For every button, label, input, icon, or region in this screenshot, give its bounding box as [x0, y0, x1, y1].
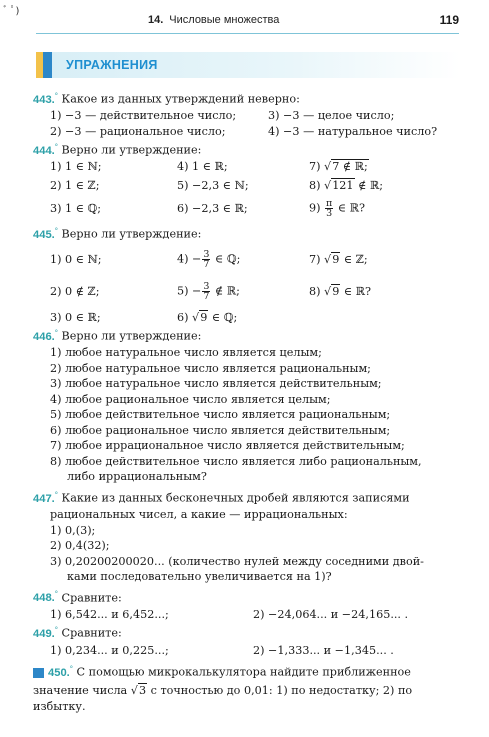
exercise-text-continuation: значение числа √3 с точностью до 0,01: 1) по недостатку; 2) по [33, 684, 413, 698]
option: 3) −3 — целое число; [268, 109, 395, 123]
list-item-continuation: ками последовательно увеличивается на 1)? [67, 570, 332, 584]
chapter-title: Числовые множества [169, 14, 280, 26]
option: 2) −1,333... и −1,345... . [253, 643, 394, 657]
fraction: $\frac{3}{7}$ [203, 249, 210, 271]
corner-mark: ﾞ ﾟ) [3, 6, 20, 17]
chapter-number: 14. [148, 14, 164, 26]
page-number: 119 [439, 13, 459, 27]
list-item: 4) любое рациональное число является целым; [50, 392, 331, 406]
option: 4) −3 — натуральное число? [268, 124, 438, 138]
exercise-448-row [33, 607, 463, 623]
list-item: 8) любое действительное число является либо рациональным, [50, 454, 422, 468]
exercise-444-row3 [33, 196, 463, 221]
exercise-443-row2 [33, 124, 463, 140]
exercise-text: Верно ли утверждение: [61, 329, 202, 343]
list-item: 5) любое действительное число является рациональным; [50, 408, 391, 422]
option: 5) − $\frac{3}{7}$ ∉ ℝ; [177, 281, 240, 303]
exercise-445 [33, 223, 463, 243]
exercise-444 [33, 139, 463, 159]
running-header [148, 14, 279, 26]
list-item-continuation: либо иррациональным? [67, 470, 207, 484]
option: 4) − $\frac{3}{7}$ ∈ ℚ; [177, 249, 241, 271]
option: 3) 1 ∈ ℚ; [50, 202, 102, 216]
option: 7) √7 ∉ ℝ; [309, 160, 368, 174]
banner-stripe-yellow [36, 52, 43, 78]
option: 1) −3 — действительное число; [50, 109, 237, 123]
exercise-444-row2 [33, 178, 463, 194]
option: 5) −2,3 ∈ ℕ; [177, 178, 249, 192]
list-item: 6) любое рациональное число является действительным; [50, 423, 391, 437]
exercise-448 [33, 587, 463, 607]
section-title: УПРАЖНЕНИЯ [66, 58, 158, 72]
exercise-449-row [33, 643, 463, 659]
exercise-text: Какое из данных утверждений неверно: [61, 92, 300, 106]
exercise-445-row2 [33, 276, 463, 308]
list-item: 3) 0,20200200020... (количество нулей между соседними двой- [50, 554, 424, 568]
option: 6) √9 ∈ ℚ; [177, 310, 238, 324]
list-item: 3) любое натуральное число является действительным; [50, 377, 382, 391]
exercise-number: 448.° [33, 589, 58, 605]
option: 1) 0 ∈ ℕ; [50, 252, 102, 266]
option: 6) −2,3 ∈ ℝ; [177, 202, 248, 216]
exercise-number: 443.° [33, 91, 58, 106]
exercise-text: Какие из данных бесконечных дробей являются записями [61, 491, 410, 505]
option: 8) √9 ∈ ℝ? [309, 284, 372, 298]
exercise-443-row1 [33, 108, 463, 124]
option: 1) 1 ∈ ℕ; [50, 160, 102, 174]
exercise-number: 449.° [33, 625, 58, 641]
exercise-text: Сравните: [61, 627, 122, 641]
exercise-number: 450.° [48, 664, 73, 679]
header-divider [36, 33, 459, 34]
option: 7) √9 ∈ ℤ; [309, 252, 368, 266]
exercise-text-continuation: избытку. [33, 699, 86, 713]
list-item: 1) 0,(3); [50, 523, 96, 537]
exercise-text: Сравните: [61, 591, 122, 605]
exercise-text: Верно ли утверждение: [61, 228, 202, 242]
exercise-number: 445.° [33, 226, 58, 242]
fraction: $\frac{\pi}{3}$ [326, 198, 333, 220]
list-item: 2) 0,4(32); [50, 539, 110, 553]
exercise-number: 447.° [33, 489, 58, 505]
option: 1) 0,234... и 0,225...; [50, 643, 169, 657]
exercise-number: 446.° [33, 328, 58, 343]
exercise-text: Верно ли утверждение: [61, 143, 202, 157]
option: 9) $\frac{\pi}{3}$ ∈ ℝ? [309, 198, 365, 220]
option: 2) −24,064... и −24,165... . [253, 607, 409, 621]
banner-stripe-blue [43, 52, 52, 78]
exercise-449 [33, 622, 463, 642]
list-item: 7) любое иррациональное число является действительным; [50, 439, 405, 453]
fraction: $\frac{3}{7}$ [203, 281, 210, 303]
exercise-447 [33, 487, 463, 507]
exercise-445-row1 [33, 244, 463, 276]
exercise-446 [33, 325, 463, 345]
exercise-445-row3 [33, 310, 463, 326]
list-item: 2) любое натуральное число является рациональным; [50, 361, 371, 375]
exercises [33, 88, 463, 714]
option: 2) 1 ∈ ℤ; [50, 178, 100, 192]
calculator-icon [33, 668, 44, 678]
option: 8) √121 ∉ ℝ; [309, 178, 384, 192]
list-item: 1) любое натуральное число является целым; [50, 346, 322, 360]
option: 4) 1 ∈ ℝ; [177, 160, 228, 174]
option: 2) −3 — рациональное число; [50, 124, 226, 138]
option: 1) 6,542... и 6,452...; [50, 607, 169, 621]
option: 2) 0 ∉ ℤ; [50, 284, 100, 298]
exercise-450 [33, 661, 463, 681]
option: 3) 0 ∈ ℝ; [50, 310, 101, 324]
exercise-text: С помощью микрокалькулятора найдите приближенное [76, 665, 411, 679]
exercise-number: 444.° [33, 142, 58, 157]
exercise-text-continuation: рациональных чисел, а какие — иррациональных: [50, 508, 348, 522]
exercise-443 [33, 88, 463, 108]
exercise-444-row1 [33, 159, 463, 175]
